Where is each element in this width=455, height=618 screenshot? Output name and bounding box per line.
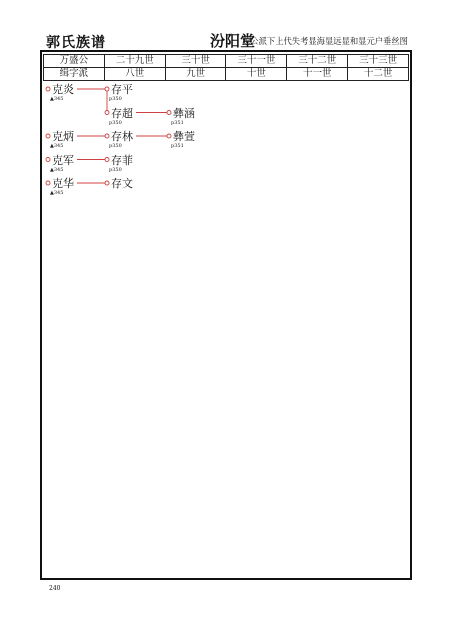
tree-node-marker <box>105 87 109 91</box>
tree-node-marker <box>167 134 171 138</box>
tree-node-name: 克炳 <box>52 130 74 143</box>
gen-cell: 万盛公 <box>44 55 105 68</box>
gen-cell: 八世 <box>104 68 165 81</box>
tree-node-page-ref: p350 <box>109 119 122 126</box>
tree-node-marker <box>46 181 50 185</box>
chart-subtitle: 源公派下上代失考显海显远显和显元户垂丝图 <box>242 36 408 46</box>
tree-node-marker <box>46 87 50 91</box>
tree-node-name: 存菲 <box>111 153 133 167</box>
tree-node-name: 克华 <box>52 177 74 190</box>
tree-node-name: 彝涵 <box>173 106 195 120</box>
gen-cell: 九世 <box>165 68 226 81</box>
hall-name: 汾阳堂 <box>210 32 256 50</box>
tree-node-marker <box>105 134 109 138</box>
tree-node-marker <box>46 134 50 138</box>
tree-node-page-ref: ▲345 <box>50 166 64 173</box>
tree-node-name: 存超 <box>111 106 133 120</box>
tree-node-page-ref: ▲345 <box>50 190 64 196</box>
tree-node-page-ref: p350 <box>109 166 122 173</box>
gen-cell: 三十二世 <box>287 55 348 68</box>
page-number: 240 <box>49 585 61 592</box>
tree-node-marker <box>105 111 109 115</box>
tree-node-marker <box>105 158 109 162</box>
tree-node-name: 彝萱 <box>173 130 195 143</box>
tree-node-page-ref: ▲345 <box>50 96 64 102</box>
tree-node-page-ref: p350 <box>109 143 122 149</box>
gen-cell: 十世 <box>226 68 287 81</box>
gen-cell: 二十九世 <box>104 55 165 68</box>
gen-cell: 三十一世 <box>226 55 287 68</box>
tree-node-name: 存文 <box>111 177 133 190</box>
gen-cell: 十一世 <box>287 68 348 81</box>
tree-node-marker <box>105 181 109 185</box>
tree-node-page-ref: p351 <box>171 119 184 126</box>
gen-cell: 缉字派 <box>44 68 105 81</box>
book-title: 郭氏族谱 <box>46 35 106 51</box>
tree-node-marker <box>167 111 171 115</box>
tree-node-name: 克炎 <box>52 83 74 96</box>
tree-node-name: 存林 <box>111 130 133 143</box>
gen-cell: 三十世 <box>165 55 226 68</box>
tree-node-page-ref: ▲345 <box>50 143 64 149</box>
tree-node-marker <box>46 158 50 162</box>
gen-cell: 三十三世 <box>348 55 409 68</box>
tree-node-name: 存平 <box>111 83 133 96</box>
tree-node-page-ref: p351 <box>171 143 184 149</box>
tree-node-name: 克军 <box>52 153 74 167</box>
gen-cell: 十二世 <box>348 68 409 81</box>
tree-node-page-ref: p350 <box>109 96 122 102</box>
